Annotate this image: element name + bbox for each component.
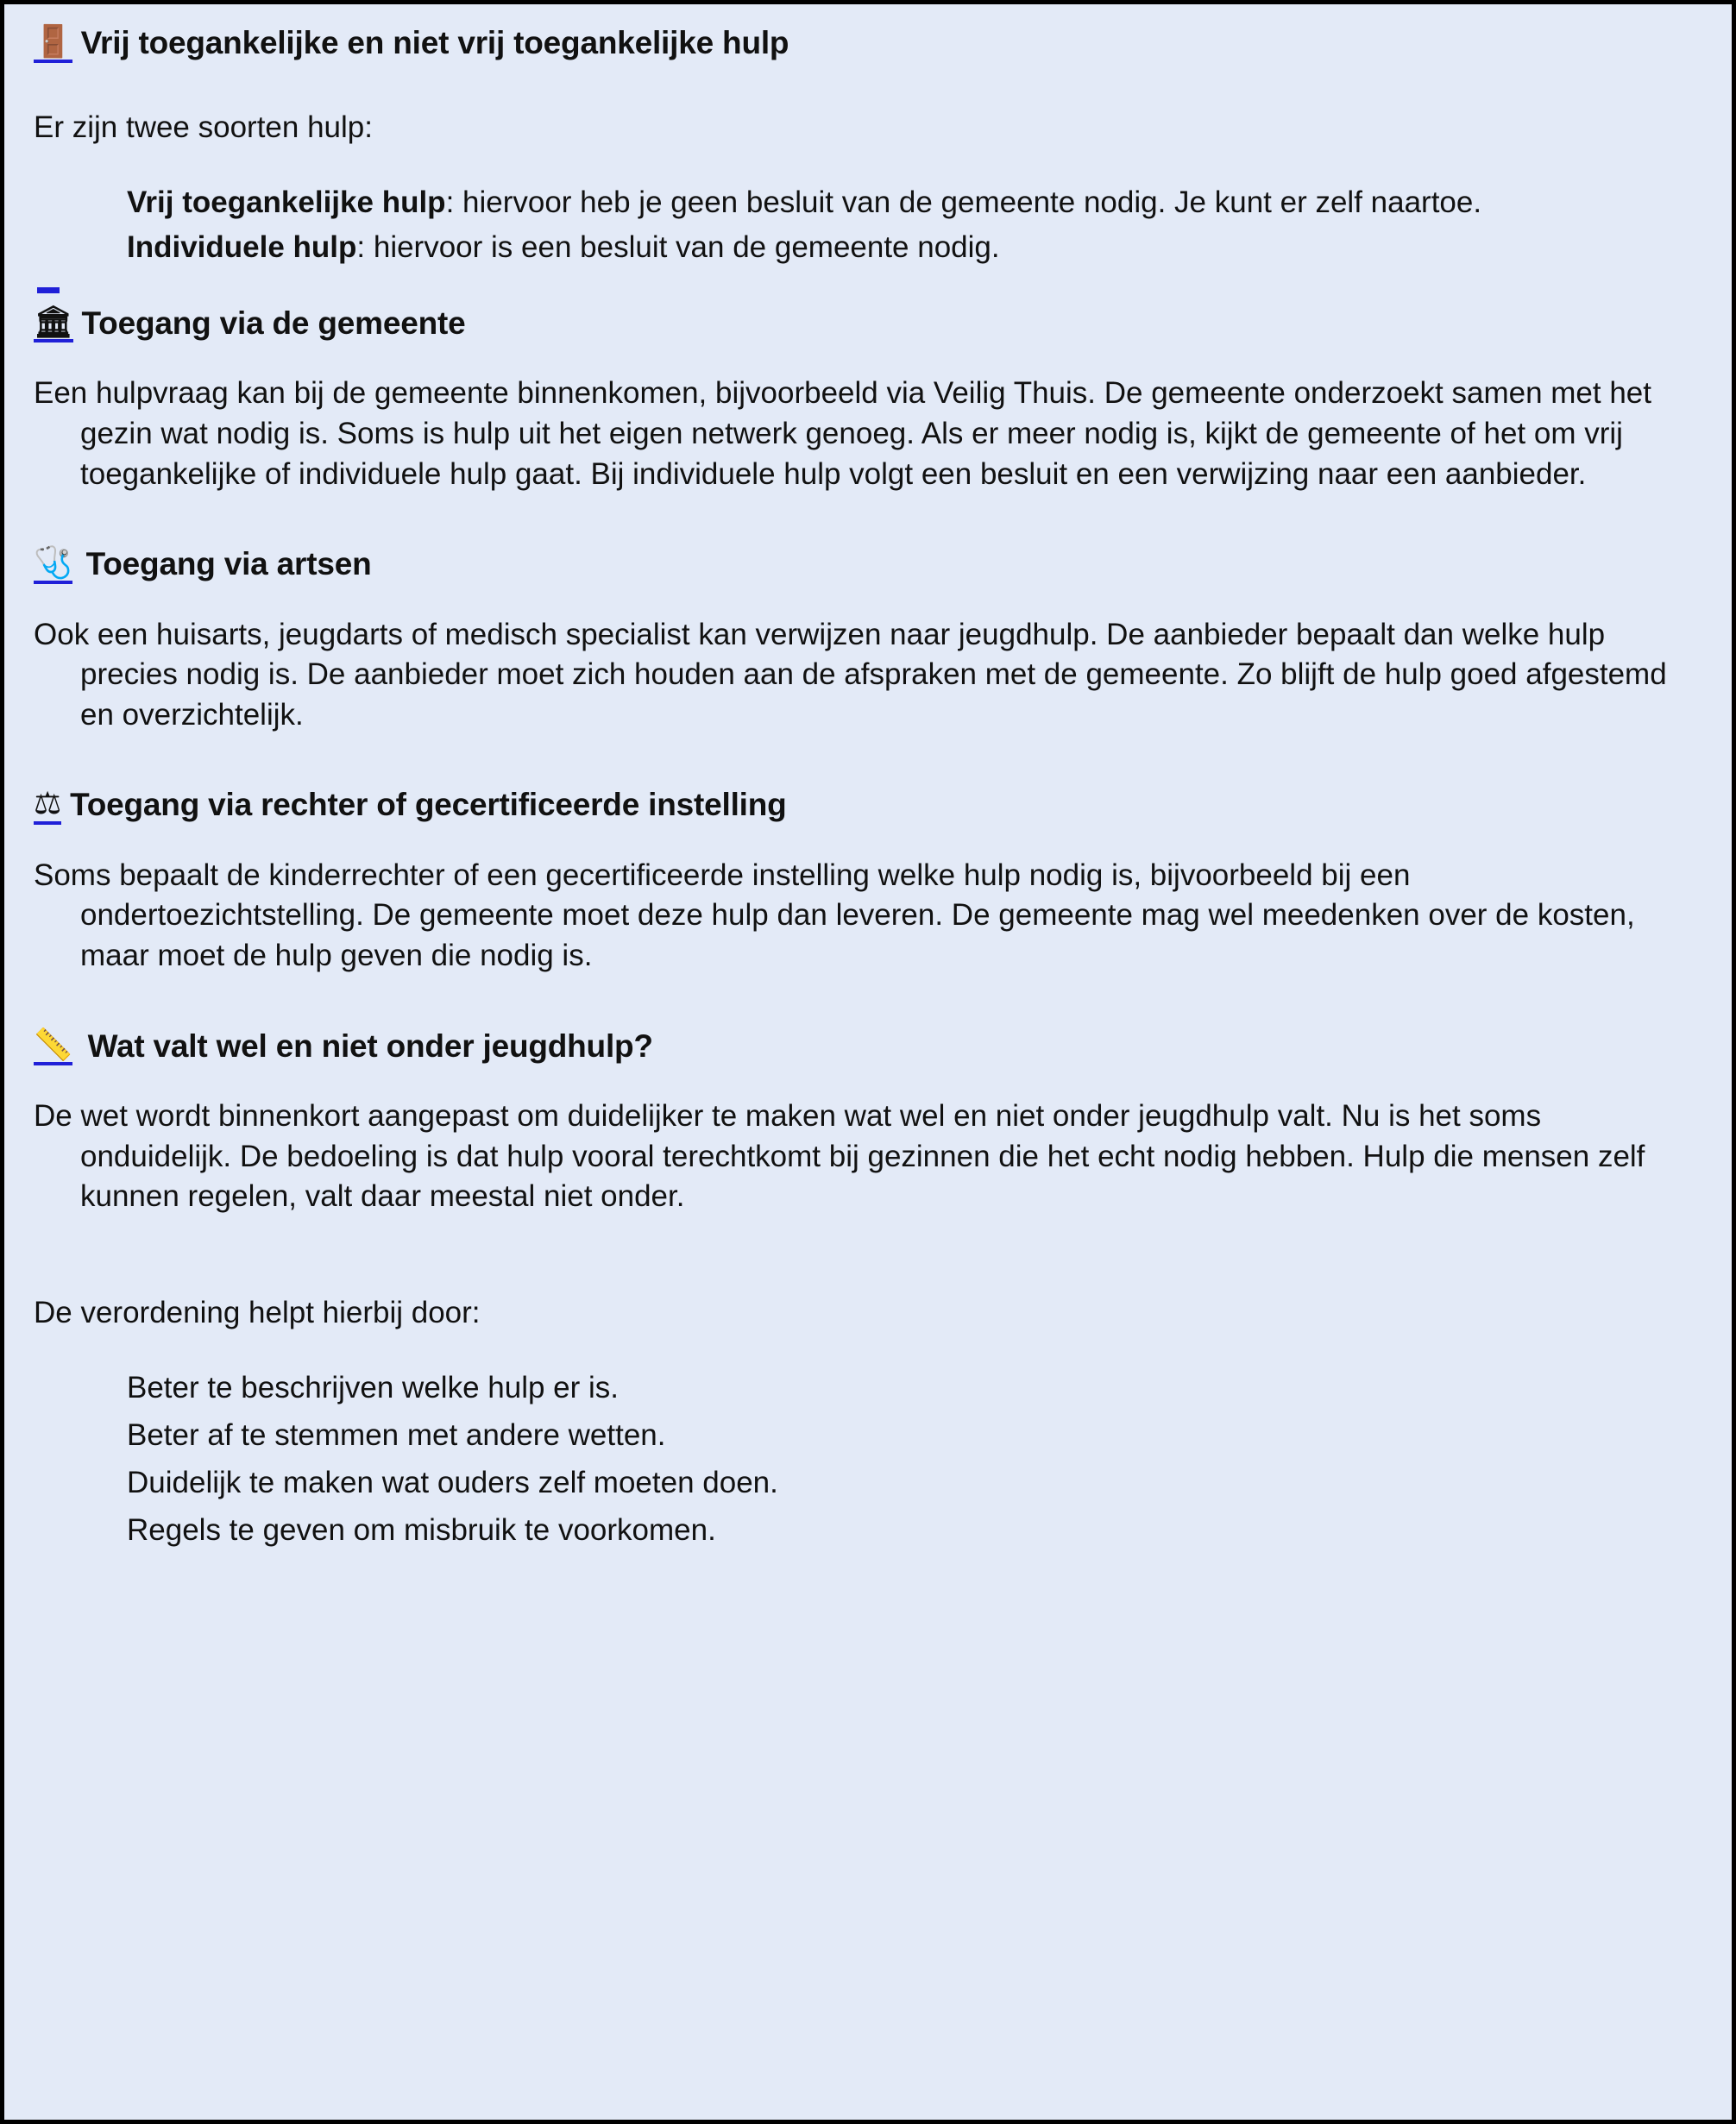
help-types-list [34,183,1702,268]
list-item: Beter te beschrijven welke hulp er is. [127,1371,619,1405]
verordening-benefits-list [34,1368,1702,1551]
section-body-artsen: Ook een huisarts, jeugdarts of medisch specialist kan verwijzen naar jeugdhulp. De aanbieder bepaalt dan welke hulp precies nodig is. De aanbieder moet zich houden aan de afspraken met de gemeente. Zo blijft de hulp goed afgestemd en overzichtelijk. [34,617,1667,732]
section-heading-gemeente-text: Toegang via de gemeente [81,305,466,341]
section-heading-jeugdhulp [34,1028,1702,1066]
section-heading-intro-text: Vrij toegankelijke en niet vrij toegankelijke hulp [80,25,789,60]
section-heading-gemeente [34,305,1702,343]
stethoscope-icon: 🩺 [34,546,72,584]
section-heading-rechter [34,787,1702,825]
definition-description-individuele-hulp: : hiervoor is een besluit van de gemeente nodig. [356,229,1000,264]
list-item: Beter af te stemmen met andere wetten. [127,1418,666,1453]
straight-ruler-icon: 📏 [34,1028,72,1066]
section-heading-artsen [34,546,1702,584]
list-item [127,183,1702,223]
section-body-gemeente: Een hulpvraag kan bij de gemeente binnenkomen, bijvoorbeeld via Veilig Thuis. De gemeente onderzoekt samen met het gezin wat nodig is. Soms is hulp uit het eigen netwerk genoeg. Als er meer nodig is, kijkt de gemeente of het om vrij toegankelijke of individuele hulp gaat. Bij individuele hulp volgt een besluit en een verwijzing naar een aanbieder. [34,376,1651,491]
section-heading-rechter-text: Toegang via rechter of gecertificeerde instelling [70,787,787,823]
list-item: Regels te geven om misbruik te voorkomen. [127,1512,716,1547]
list-item: Duidelijk te maken wat ouders zelf moeten doen. [127,1466,778,1500]
balance-scale-icon: ⚖ [34,787,61,825]
section-body-rechter: Soms bepaalt de kinderrechter of een gecertificeerde instelling welke hulp nodig is, bijvoorbeeld bij een ondertoezichtstelling. De gemeente moet deze hulp dan leveren. De gemeente mag wel meedenken over de kosten, maar moet de hulp geven die nodig is. [34,858,1635,973]
list-item [127,228,1702,268]
definition-term-vrij-toegankelijke-hulp: Vrij toegankelijke hulp [127,185,446,220]
definition-description-vrij-toegankelijke-hulp: : hiervoor heb je geen besluit van de gemeente nodig. Je kunt er zelf naartoe. [445,185,1482,220]
door-icon: 🚪 [34,25,72,63]
definition-term-individuele-hulp: Individuele hulp [127,229,357,264]
blue-dash-separator [37,287,60,293]
closing-lead-text: De verordening helpt hierbij door: [34,1295,481,1329]
section-body-jeugdhulp: De wet wordt binnenkort aangepast om duidelijker te maken wat wel en niet onder jeugdhulp valt. Nu is het soms onduidelijk. De bedoeling is dat hulp vooral terechtkomt bij gezinnen die het echt nodig hebben. Hulp die mensen zelf kunnen regelen, valt daar meestal niet onder. [34,1099,1645,1214]
classical-building-icon: 🏛 [34,305,73,343]
section-heading-intro [34,25,1702,63]
intro-lead-text: Er zijn twee soorten hulp: [34,110,373,144]
section-heading-artsen-text: Toegang via artsen [85,546,372,582]
section-heading-jeugdhulp-text: Wat valt wel en niet onder jeugdhulp? [87,1027,653,1064]
